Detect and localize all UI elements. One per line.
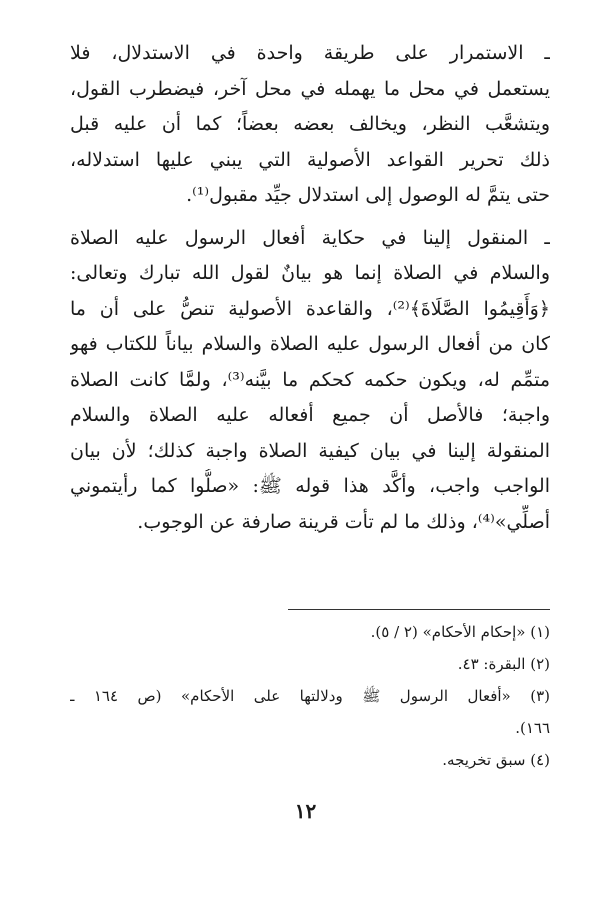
- footnote-divider: [288, 609, 550, 610]
- footnote-2: (٢) البقرة: ٤٣.: [457, 655, 550, 673]
- text-line: يستعمل في محل ما يهمله في محل آخر، فيضطرب القول،: [70, 77, 550, 100]
- text-line: المنقولة إلينا في بيان كيفية الصلاة واجبة كذلك؛ لأن بيان: [70, 439, 550, 462]
- text-line: ﴿وَأَقِيمُوا الصَّلَاةَ﴾⁽²⁾، والقاعدة الأصولية تنصُّ على أن ما: [70, 297, 550, 320]
- footnotes: [70, 616, 550, 776]
- text-line: كان من أفعال الرسول عليه الصلاة والسلام بياناً للكتاب فهو: [70, 333, 550, 355]
- footnote-3-continuation: ١٦٦).: [515, 719, 550, 737]
- footnote-4: (٤) سبق تخريجه.: [442, 751, 550, 769]
- paragraph-1: [70, 36, 550, 214]
- text-line: واجبة؛ فالأصل أن جميع أفعاله عليه الصلاة والسلام: [70, 404, 550, 426]
- paragraph-2: [70, 221, 550, 541]
- text-line: ـ الاستمرار على طريقة واحدة في الاستدلال، فلا: [70, 42, 550, 64]
- text-line: والسلام في الصلاة إنما هو بيانٌ لقول الله تبارك وتعالى:: [70, 262, 550, 284]
- text-line: حتى يتمَّ له الوصول إلى استدلال جيِّد مقبول⁽¹⁾.: [186, 184, 550, 206]
- text-line: الواجب واجب، وأكَّد هذا قوله ﷺ: «صلُّوا كما رأيتموني: [70, 475, 550, 497]
- text-line: ذلك تحرير القواعد الأصولية التي يبني عليها استدلاله،: [70, 148, 550, 171]
- text-line: ـ المنقول إلينا في حكاية أفعال الرسول عليه الصلاة: [70, 226, 550, 249]
- text-line: ويتشعَّب النظر، ويخالف بعضه بعضاً؛ كما أن عليه قبل: [70, 113, 550, 135]
- text-line: أصلِّي»⁽⁴⁾، وذلك ما لم تأت قرينة صارفة عن الوجوب.: [137, 510, 550, 533]
- text-line: متمِّم له، ويكون حكمه كحكم ما بيَّنه⁽³⁾، ولمَّا كانت الصلاة: [70, 368, 550, 391]
- footnote-1: (١) «إحكام الأحكام» (٢ / ٥).: [370, 623, 550, 641]
- page-number: ١٢: [294, 799, 317, 823]
- main-text: [70, 36, 550, 540]
- footnote-3: (٣) «أفعال الرسول ﷺ ودلالتها على الأحكام» (ص ١٦٤ ـ: [70, 687, 550, 705]
